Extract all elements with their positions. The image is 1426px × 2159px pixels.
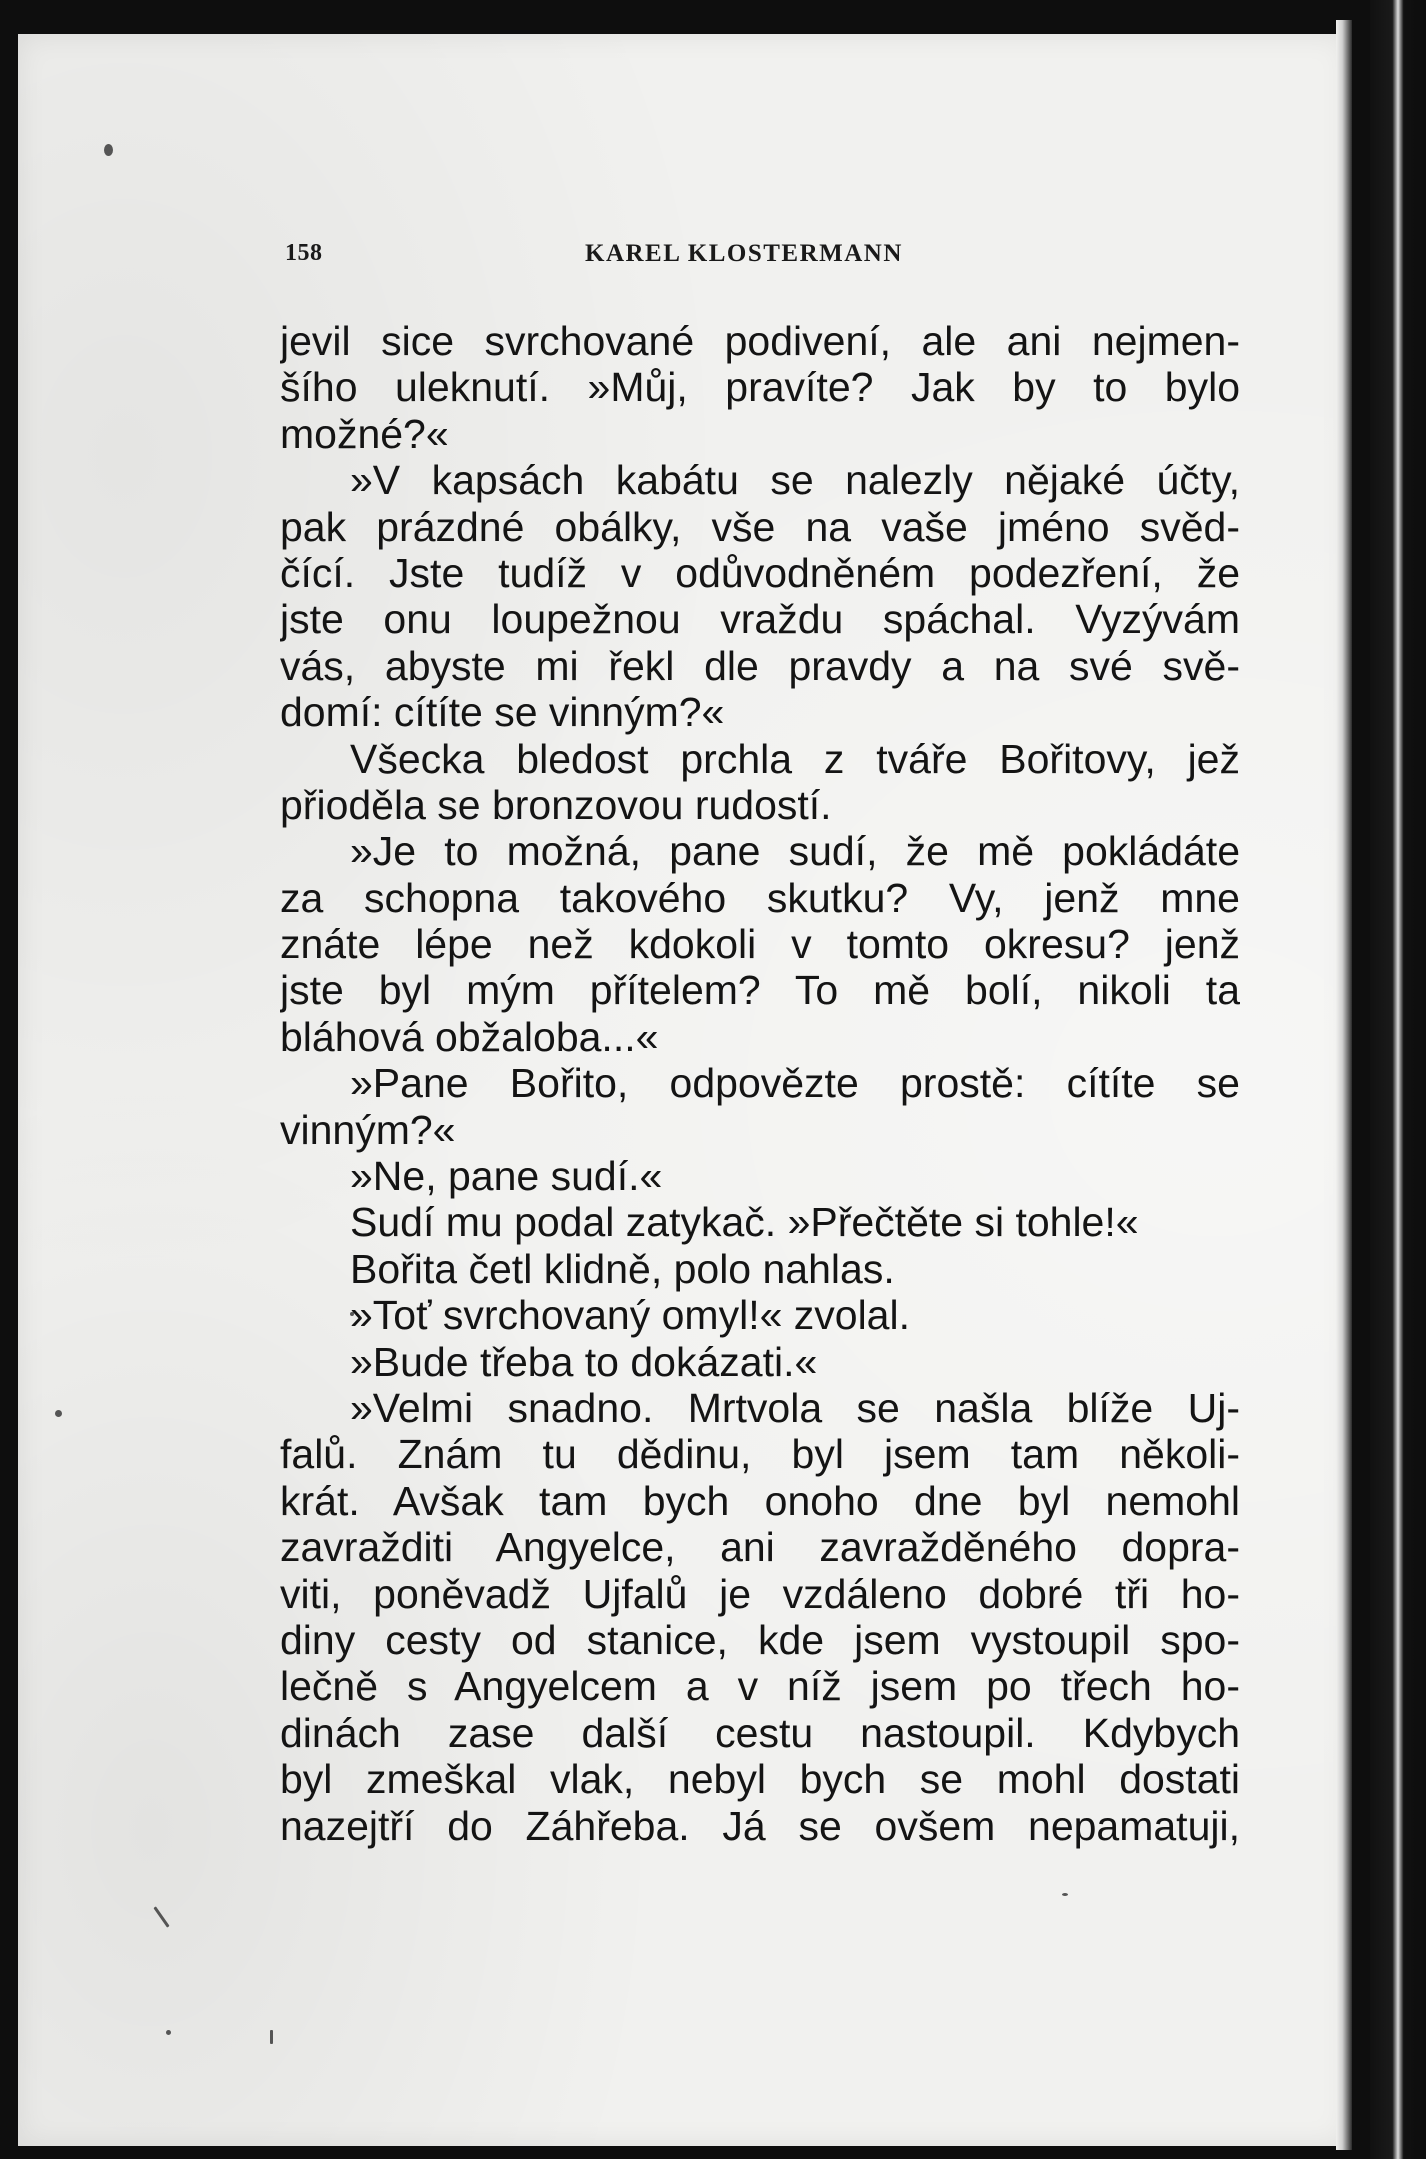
text-line: »Velmi snadno. Mrtvola se našla blíže Uj- xyxy=(350,1384,1240,1431)
page-header xyxy=(285,240,965,280)
scan-speck xyxy=(270,2030,273,2044)
scan-speck xyxy=(104,144,113,156)
text-line: diny cesty od stanice, kde jsem vystoupil spo- xyxy=(280,1616,1240,1663)
running-head: KAREL KLOSTERMANN xyxy=(585,240,903,267)
text-line: viti, poněvadž Ujfalů je vzdáleno dobré tři ho- xyxy=(280,1570,1240,1617)
text-line: »Je to možná, pane sudí, že mě pokládáte xyxy=(350,828,1240,875)
text-line: jste byl mým přítelem? To mě bolí, nikoli ta xyxy=(280,967,1240,1014)
text-line: Bořita četl klidně, polo nahlas. xyxy=(350,1245,895,1292)
text-line: za schopna takového skutku? Vy, jenž mne xyxy=(280,874,1240,921)
text-line: zavražditi Angyelce, ani zavražděného dopra- xyxy=(280,1524,1240,1571)
scan-speck xyxy=(55,1410,62,1417)
text-line: nazejtří do Záhřeba. Já se ovšem nepamatuji, xyxy=(280,1802,1240,1849)
page-edge xyxy=(1336,20,1352,2150)
text-line: »Pane Bořito, odpovězte prostě: cítíte se xyxy=(350,1060,1240,1107)
text-line: vinným?« xyxy=(280,1106,456,1153)
text-line: šího uleknutí. »Můj, pravíte? Jak by to bylo xyxy=(280,364,1240,411)
text-line: krát. Avšak tam bych onoho dne byl nemohl xyxy=(280,1477,1240,1524)
scan-border xyxy=(1370,0,1426,2159)
text-line: »Toť svrchovaný omyl!« zvolal. xyxy=(350,1292,910,1339)
text-line: vás, abyste mi řekl dle pravdy a na své svě- xyxy=(280,642,1240,689)
text-line: pak prázdné obálky, vše na vaše jméno svěd- xyxy=(280,503,1240,550)
text-line: lečně s Angyelcem a v níž jsem po třech ho- xyxy=(280,1663,1240,1710)
text-line: znáte lépe než kdokoli v tomto okresu? jenž xyxy=(280,921,1240,968)
text-line: byl zmeškal vlak, nebyl bych se mohl dostati xyxy=(280,1756,1240,1803)
text-line: »Bude třeba to dokázati.« xyxy=(350,1338,818,1385)
text-line: Všecka bledost prchla z tváře Bořitovy, jež xyxy=(350,735,1240,782)
text-line: bláhová obžaloba...« xyxy=(280,1013,659,1060)
text-line: přioděla se bronzovou rudostí. xyxy=(280,781,832,828)
scan-speck xyxy=(166,2030,171,2035)
text-line: domí: cítíte se vinným?« xyxy=(280,689,725,736)
scan-speck xyxy=(1062,1893,1068,1896)
text-line: možné?« xyxy=(280,410,449,457)
text-line: falů. Znám tu dědinu, byl jsem tam několi- xyxy=(280,1431,1240,1478)
page-number: 158 xyxy=(285,240,323,266)
text-line: Sudí mu podal zatykač. »Přečtěte si tohle!« xyxy=(350,1199,1139,1246)
text-line: dinách zase další cestu nastoupil. Kdybych xyxy=(280,1709,1240,1756)
text-line: »Ne, pane sudí.« xyxy=(350,1153,663,1200)
body-text xyxy=(280,318,1240,1849)
text-line: čící. Jste tudíž v odůvodněném podezření, že xyxy=(280,549,1240,596)
text-line: »V kapsách kabátu se nalezly nějaké účty, xyxy=(350,457,1240,504)
text-line: jste onu loupežnou vraždu spáchal. Vyzývám xyxy=(280,596,1240,643)
text-line: jevil sice svrchované podivení, ale ani nejmen- xyxy=(280,318,1240,364)
